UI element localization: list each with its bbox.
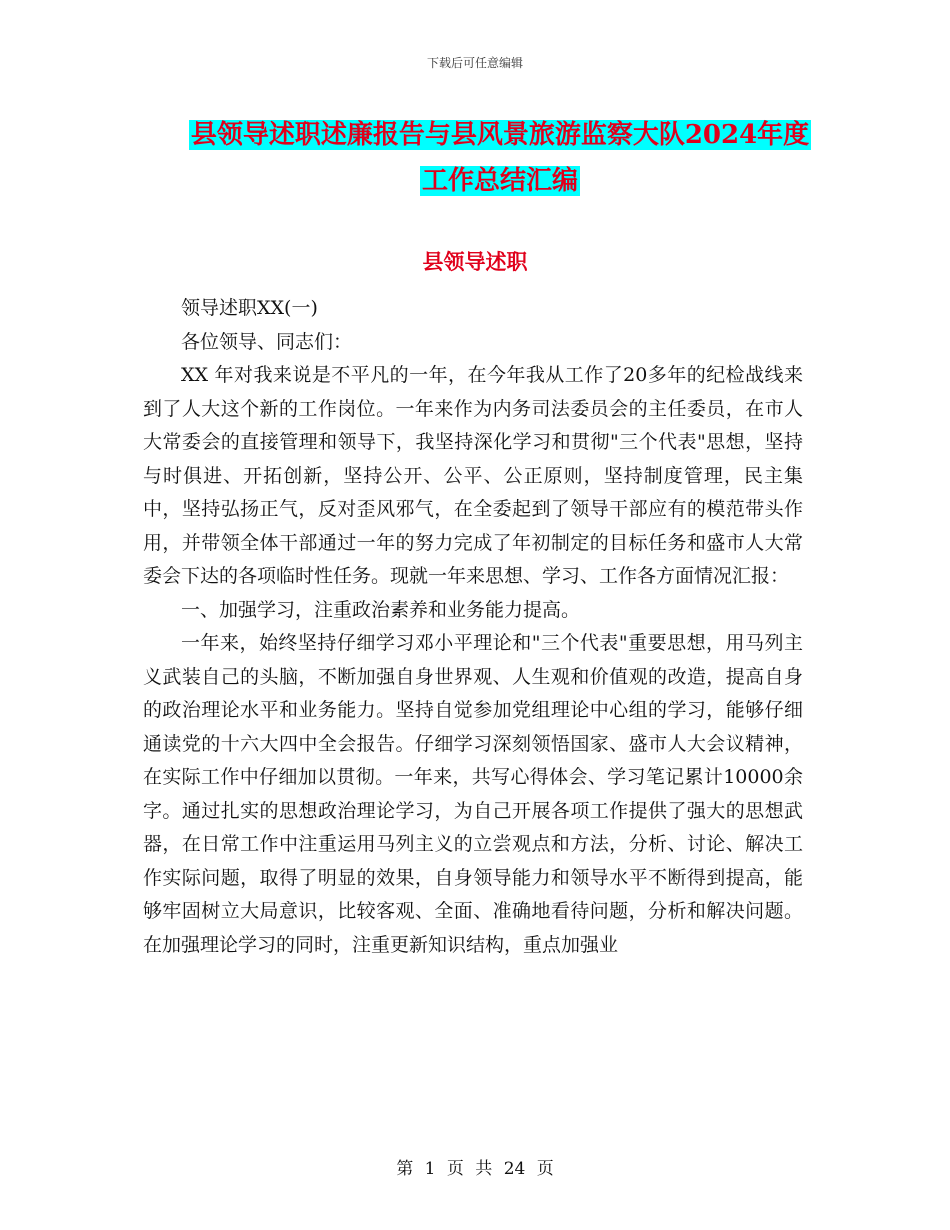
header-note: 下载后可任意编辑 xyxy=(426,56,523,70)
paragraph: 各位领导、同志们： xyxy=(181,330,353,353)
paragraph: 一、加强学习，注重政治素养和业务能力提高。 xyxy=(181,598,581,621)
main-title xyxy=(150,112,850,204)
paragraph: 一年来，始终坚持仔细学习邓小平理论和"三个代表"重要思想，用马列主义武装自己的头脑，不断加强自身世界观、人生观和价值观的改造，提高自身的政治理论水平和业务能力。坚持自觉参加党组理论中心组的学习，能够仔细通读党的十六大四中全会报告。仔细学习深刻领悟国家、盛市人大会议精神，在实际工作中仔细加以贯彻。一年来，共写心得体会、学习笔记累计10000余字。通过扎实的思想政治理论学习，为自己开展各项工作提供了强大的思想武器，在日常工作中注重运用马列主义的立尝观点和方法，分析、讨论、解决工作实际问题，取得了明显的效果，自身领导能力和领导水平不断得到提高，能够牢固树立大局意识，比较客观、全面、准确地看待问题，分析和解决问题。在加强理论学习的同时，注重更新知识结构，重点加强业 xyxy=(143,632,803,956)
page-footer: 第 1 页 共 24 页 xyxy=(396,1159,554,1179)
main-title-line-1: 县领导述职述廉报告与县风景旅游监察大队2024年度 xyxy=(190,120,810,150)
main-title-line-2: 工作总结汇编 xyxy=(421,166,578,196)
paragraph: XX 年对我来说是不平凡的一年，在今年我从工作了20多年的纪检战线来到了人大这个新的工作岗位。一年来作为内务司法委员会的主任委员，在市人大常委会的直接管理和领导下，我坚持深化学习和贯彻"三个代表"思想，坚持与时俱进、开拓创新，坚持公开、公平、公正原则，坚持制度管理，民主集中，坚持弘扬正气，反对歪风邪气，在全委起到了领导干部应有的模范带头作用，并带领全体干部通过一年的努力完成了年初制定的目标任务和盛市人大常委会下达的各项临时性任务。现就一年来思想、学习、工作各方面情况汇报： xyxy=(143,364,803,587)
section-title: 县领导述职 xyxy=(422,249,528,274)
paragraph: 领导述职XX(一) xyxy=(181,297,318,319)
body-text xyxy=(143,292,803,962)
